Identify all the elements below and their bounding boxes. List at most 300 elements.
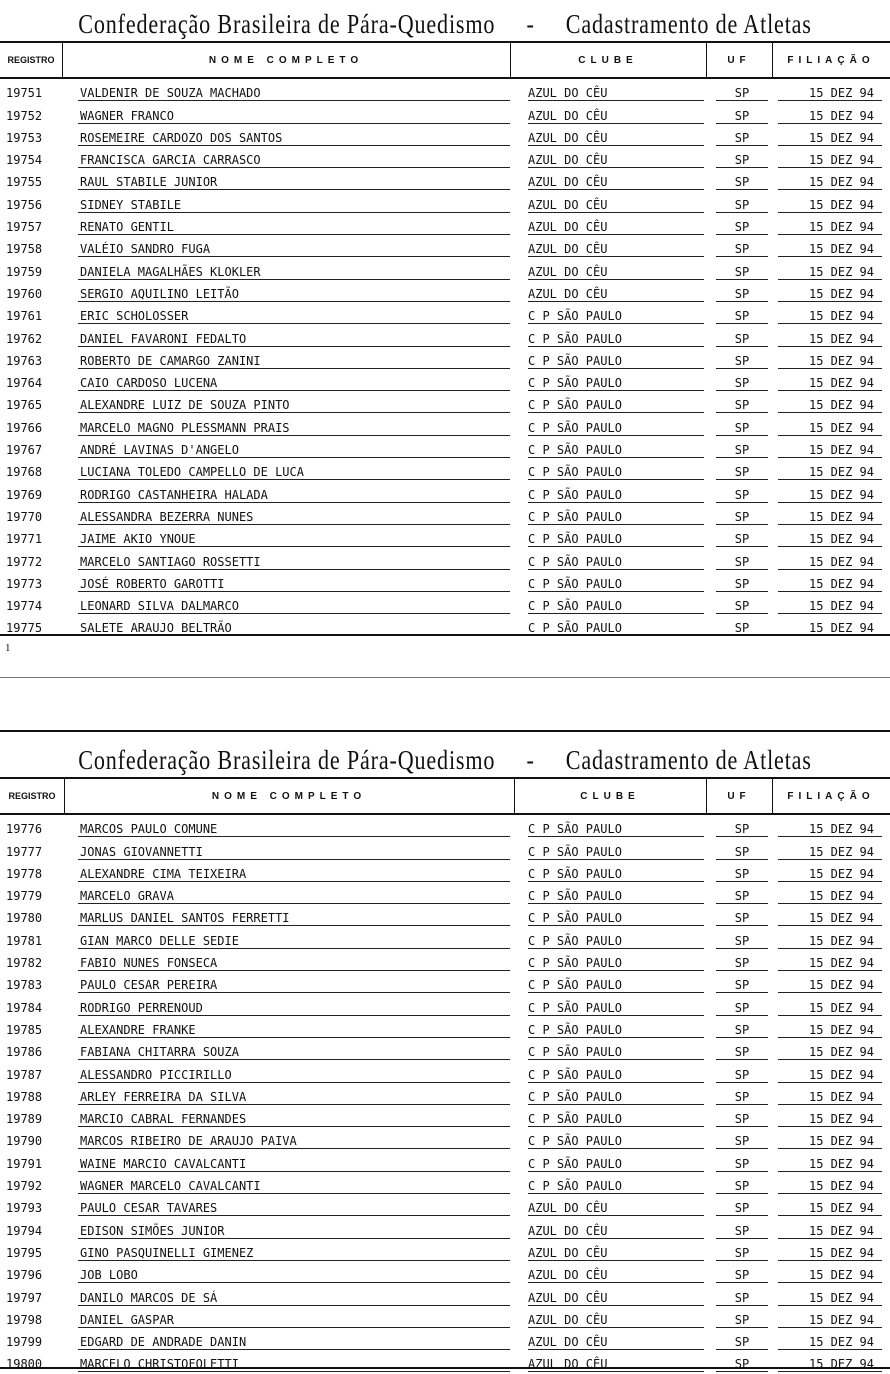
- cell-clube: AZUL DO CÊU: [528, 1201, 704, 1216]
- cell-filiacao: 15 DEZ 94: [778, 1157, 882, 1172]
- cell-clube: C P SÃO PAULO: [528, 510, 704, 525]
- cell-registro: 19783: [6, 978, 43, 993]
- table-row: [0, 1150, 890, 1172]
- cell-uf: SP: [716, 421, 768, 436]
- header-clube: CLUBE: [580, 790, 640, 802]
- cell-registro: 19798: [6, 1312, 43, 1327]
- cell-filiacao: 15 DEZ 94: [778, 555, 882, 570]
- cell-registro: 19791: [6, 1156, 43, 1171]
- table-row: [0, 571, 890, 593]
- cell-registro: 19772: [6, 554, 43, 569]
- cell-nome: WAGNER MARCELO CAVALCANTI: [78, 1179, 510, 1194]
- table-row: [0, 1084, 890, 1106]
- cell-filiacao: 15 DEZ 94: [778, 978, 882, 993]
- cell-uf: SP: [716, 354, 768, 369]
- cell-registro: 19769: [6, 487, 43, 502]
- cell-clube: C P SÃO PAULO: [528, 532, 704, 547]
- cell-nome: RODRIGO CASTANHEIRA HALADA: [78, 488, 510, 503]
- cell-registro: 19781: [6, 933, 43, 948]
- cell-uf: SP: [716, 1045, 768, 1060]
- cell-filiacao: 15 DEZ 94: [778, 599, 882, 614]
- cell-registro: 19752: [6, 108, 43, 123]
- table-row: [0, 593, 890, 615]
- table-row: [0, 1195, 890, 1217]
- cell-clube: AZUL DO CÊU: [528, 1313, 704, 1328]
- table-row: [0, 526, 890, 548]
- cell-clube: C P SÃO PAULO: [528, 354, 704, 369]
- cell-nome: LUCIANA TOLEDO CAMPELLO DE LUCA: [78, 465, 510, 480]
- cell-filiacao: 15 DEZ 94: [778, 510, 882, 525]
- cell-registro: 19782: [6, 956, 43, 971]
- cell-uf: SP: [716, 934, 768, 949]
- table-row: [0, 927, 890, 949]
- cell-clube: AZUL DO CÊU: [528, 1357, 704, 1372]
- cell-filiacao: 15 DEZ 94: [778, 198, 882, 213]
- cell-filiacao: 15 DEZ 94: [778, 532, 882, 547]
- cell-uf: SP: [716, 443, 768, 458]
- cell-clube: AZUL DO CÊU: [528, 175, 704, 190]
- table-row: [0, 392, 890, 414]
- cell-uf: SP: [716, 1090, 768, 1105]
- cell-nome: ARLEY FERREIRA DA SILVA: [78, 1090, 510, 1105]
- cell-nome: JOB LOBO: [78, 1268, 510, 1283]
- cell-uf: SP: [716, 889, 768, 904]
- cell-registro: 19787: [6, 1067, 43, 1082]
- cell-registro: 19795: [6, 1245, 43, 1260]
- header-nome: NOME COMPLETO: [211, 790, 367, 802]
- cell-uf: SP: [716, 242, 768, 257]
- athlete-table-1: [0, 80, 890, 637]
- cell-uf: SP: [716, 1246, 768, 1261]
- cell-clube: AZUL DO CÊU: [528, 265, 704, 280]
- cell-nome: MARCELO MAGNO PLESSMANN PRAIS: [78, 421, 510, 436]
- cell-uf: SP: [716, 1357, 768, 1372]
- cell-registro: 19758: [6, 242, 43, 257]
- cell-registro: 19796: [6, 1268, 43, 1283]
- cell-registro: 19788: [6, 1089, 43, 1104]
- table-row: [0, 1106, 890, 1128]
- cell-nome: VALDENIR DE SOUZA MACHADO: [78, 86, 510, 101]
- cell-filiacao: 15 DEZ 94: [778, 1112, 882, 1127]
- document-title: [80, 740, 810, 780]
- cell-uf: SP: [716, 332, 768, 347]
- cell-clube: AZUL DO CÊU: [528, 1246, 704, 1261]
- table-row: [0, 504, 890, 526]
- header-filiacao: FILIAÇÃO: [787, 54, 875, 66]
- cell-uf: SP: [716, 376, 768, 391]
- cell-filiacao: 15 DEZ 94: [778, 1291, 882, 1306]
- cell-filiacao: 15 DEZ 94: [778, 845, 882, 860]
- cell-uf: SP: [716, 153, 768, 168]
- cell-uf: SP: [716, 1023, 768, 1038]
- table-header: [0, 41, 890, 79]
- table-row: [0, 348, 890, 370]
- cell-nome: FABIO NUNES FONSECA: [78, 956, 510, 971]
- cell-registro: 19799: [6, 1335, 43, 1350]
- table-row: [0, 816, 890, 838]
- cell-filiacao: 15 DEZ 94: [778, 934, 882, 949]
- table-row: [0, 169, 890, 191]
- cell-registro: 19756: [6, 197, 43, 212]
- cell-filiacao: 15 DEZ 94: [778, 398, 882, 413]
- cell-registro: 19792: [6, 1179, 43, 1194]
- cell-nome: ALESSANDRO PICCIRILLO: [78, 1068, 510, 1083]
- header-filiacao: FILIAÇÃO: [787, 790, 875, 802]
- cell-nome: SIDNEY STABILE: [78, 198, 510, 213]
- cell-uf: SP: [716, 109, 768, 124]
- cell-uf: SP: [716, 822, 768, 837]
- header-clube: CLUBE: [578, 54, 638, 66]
- cell-clube: C P SÃO PAULO: [528, 398, 704, 413]
- table-row: [0, 80, 890, 102]
- cell-clube: C P SÃO PAULO: [528, 577, 704, 592]
- cell-registro: 19766: [6, 420, 43, 435]
- table-header: [0, 777, 890, 815]
- cell-uf: SP: [716, 845, 768, 860]
- registry-section-1: [0, 0, 890, 650]
- title-dash: -: [526, 744, 535, 775]
- cell-filiacao: 15 DEZ 94: [778, 1045, 882, 1060]
- cell-registro: 19793: [6, 1201, 43, 1216]
- cell-clube: C P SÃO PAULO: [528, 443, 704, 458]
- cell-uf: SP: [716, 577, 768, 592]
- cell-nome: WAGNER FRANCO: [78, 109, 510, 124]
- cell-filiacao: 15 DEZ 94: [778, 332, 882, 347]
- cell-registro: 19763: [6, 353, 43, 368]
- cell-clube: C P SÃO PAULO: [528, 599, 704, 614]
- cell-filiacao: 15 DEZ 94: [778, 867, 882, 882]
- cell-nome: GIAN MARCO DELLE SEDIE: [78, 934, 510, 949]
- cell-nome: MARCELO GRAVA: [78, 889, 510, 904]
- cell-uf: SP: [716, 1068, 768, 1083]
- header-uf: UF: [727, 54, 751, 66]
- cell-uf: SP: [716, 978, 768, 993]
- cell-clube: C P SÃO PAULO: [528, 555, 704, 570]
- cell-filiacao: 15 DEZ 94: [778, 443, 882, 458]
- table-row: [0, 1128, 890, 1150]
- cell-clube: C P SÃO PAULO: [528, 376, 704, 391]
- cell-registro: 19777: [6, 844, 43, 859]
- cell-uf: SP: [716, 1179, 768, 1194]
- cell-nome: MARCOS RIBEIRO DE ARAUJO PAIVA: [78, 1134, 510, 1149]
- cell-uf: SP: [716, 287, 768, 302]
- cell-uf: SP: [716, 220, 768, 235]
- cell-uf: SP: [716, 1157, 768, 1172]
- cell-clube: C P SÃO PAULO: [528, 309, 704, 324]
- table-row: [0, 994, 890, 1016]
- cell-nome: ROBERTO DE CAMARGO ZANINI: [78, 354, 510, 369]
- cell-clube: C P SÃO PAULO: [528, 1023, 704, 1038]
- cell-uf: SP: [716, 488, 768, 503]
- page-separator: [0, 677, 890, 678]
- cell-registro: 19754: [6, 153, 43, 168]
- cell-clube: C P SÃO PAULO: [528, 1112, 704, 1127]
- cell-clube: C P SÃO PAULO: [528, 332, 704, 347]
- table-row: [0, 325, 890, 347]
- cell-filiacao: 15 DEZ 94: [778, 1201, 882, 1216]
- cell-clube: AZUL DO CÊU: [528, 86, 704, 101]
- title-org: Confederação Brasileira de Pára-Quedismo: [78, 744, 496, 775]
- table-row: [0, 125, 890, 147]
- cell-registro: 19775: [6, 621, 43, 636]
- cell-nome: DANILO MARCOS DE SÁ: [78, 1291, 510, 1306]
- cell-clube: C P SÃO PAULO: [528, 867, 704, 882]
- cell-clube: C P SÃO PAULO: [528, 845, 704, 860]
- title-dash: -: [526, 8, 535, 39]
- table-row: [0, 102, 890, 124]
- cell-registro: 19789: [6, 1112, 43, 1127]
- registry-section-2: [0, 730, 890, 1374]
- cell-uf: SP: [716, 532, 768, 547]
- table-row: [0, 1351, 890, 1373]
- cell-nome: WAINE MARCIO CAVALCANTI: [78, 1157, 510, 1172]
- cell-uf: SP: [716, 198, 768, 213]
- cell-nome: MARLUS DANIEL SANTOS FERRETTI: [78, 911, 510, 926]
- cell-filiacao: 15 DEZ 94: [778, 131, 882, 146]
- cell-registro: 19794: [6, 1223, 43, 1238]
- cell-nome: EDISON SIMÕES JUNIOR: [78, 1224, 510, 1239]
- title-doc: Cadastramento de Atletas: [565, 744, 812, 775]
- cell-nome: DANIEL FAVARONI FEDALTO: [78, 332, 510, 347]
- table-row: [0, 459, 890, 481]
- cell-clube: C P SÃO PAULO: [528, 1134, 704, 1149]
- cell-uf: SP: [716, 555, 768, 570]
- cell-nome: PAULO CESAR PEREIRA: [78, 978, 510, 993]
- cell-registro: 19779: [6, 889, 43, 904]
- cell-uf: SP: [716, 867, 768, 882]
- cell-registro: 19767: [6, 443, 43, 458]
- cell-filiacao: 15 DEZ 94: [778, 1023, 882, 1038]
- cell-uf: SP: [716, 621, 768, 636]
- cell-filiacao: 15 DEZ 94: [778, 175, 882, 190]
- cell-registro: 19778: [6, 866, 43, 881]
- table-row: [0, 838, 890, 860]
- cell-uf: SP: [716, 175, 768, 190]
- table-row: [0, 281, 890, 303]
- cell-filiacao: 15 DEZ 94: [778, 1068, 882, 1083]
- title-doc: Cadastramento de Atletas: [565, 8, 812, 39]
- title-org: Confederação Brasileira de Pára-Quedismo: [78, 8, 496, 39]
- cell-registro: 19800: [6, 1357, 43, 1372]
- cell-uf: SP: [716, 1313, 768, 1328]
- cell-filiacao: 15 DEZ 94: [778, 488, 882, 503]
- cell-nome: ROSEMEIRE CARDOZO DOS SANTOS: [78, 131, 510, 146]
- cell-clube: AZUL DO CÊU: [528, 198, 704, 213]
- document-title: [80, 4, 810, 44]
- cell-filiacao: 15 DEZ 94: [778, 621, 882, 636]
- table-row: [0, 1017, 890, 1039]
- cell-uf: SP: [716, 465, 768, 480]
- cell-filiacao: 15 DEZ 94: [778, 1179, 882, 1194]
- cell-clube: AZUL DO CÊU: [528, 242, 704, 257]
- cell-clube: C P SÃO PAULO: [528, 822, 704, 837]
- cell-registro: 19751: [6, 86, 43, 101]
- cell-nome: EDGARD DE ANDRADE DANIN: [78, 1335, 510, 1350]
- cell-uf: SP: [716, 86, 768, 101]
- cell-filiacao: 15 DEZ 94: [778, 354, 882, 369]
- cell-registro: 19776: [6, 822, 43, 837]
- cell-nome: MARCELO CHRISTOFOLETTI: [78, 1357, 510, 1372]
- cell-nome: ALEXANDRE FRANKE: [78, 1023, 510, 1038]
- table-row: [0, 370, 890, 392]
- cell-nome: RODRIGO PERRENOUD: [78, 1001, 510, 1016]
- cell-clube: C P SÃO PAULO: [528, 889, 704, 904]
- cell-clube: C P SÃO PAULO: [528, 488, 704, 503]
- cell-nome: MARCOS PAULO COMUNE: [78, 822, 510, 837]
- cell-nome: VALÉIO SANDRO FUGA: [78, 242, 510, 257]
- cell-nome: MARCELO SANTIAGO ROSSETTI: [78, 555, 510, 570]
- cell-filiacao: 15 DEZ 94: [778, 1090, 882, 1105]
- cell-clube: AZUL DO CÊU: [528, 1224, 704, 1239]
- cell-clube: AZUL DO CÊU: [528, 220, 704, 235]
- header-uf: UF: [727, 790, 751, 802]
- cell-registro: 19790: [6, 1134, 43, 1149]
- table-row: [0, 950, 890, 972]
- table-row: [0, 1307, 890, 1329]
- cell-clube: C P SÃO PAULO: [528, 978, 704, 993]
- cell-registro: 19770: [6, 509, 43, 524]
- header-registro: REGISTRO: [7, 55, 55, 65]
- cell-filiacao: 15 DEZ 94: [778, 577, 882, 592]
- cell-clube: C P SÃO PAULO: [528, 1157, 704, 1172]
- cell-uf: SP: [716, 1201, 768, 1216]
- cell-nome: RAUL STABILE JUNIOR: [78, 175, 510, 190]
- cell-clube: AZUL DO CÊU: [528, 287, 704, 302]
- cell-registro: 19773: [6, 576, 43, 591]
- cell-nome: ALESSANDRA BEZERRA NUNES: [78, 510, 510, 525]
- cell-filiacao: 15 DEZ 94: [778, 421, 882, 436]
- table-row: [0, 1061, 890, 1083]
- page-number: 1: [5, 642, 11, 654]
- table-row: [0, 437, 890, 459]
- cell-filiacao: 15 DEZ 94: [778, 1268, 882, 1283]
- cell-filiacao: 15 DEZ 94: [778, 1313, 882, 1328]
- table-row: [0, 147, 890, 169]
- table-row: [0, 1173, 890, 1195]
- header-registro: REGISTRO: [8, 791, 56, 801]
- cell-registro: 19755: [6, 175, 43, 190]
- cell-nome: DANIELA MAGALHÃES KLOKLER: [78, 265, 510, 280]
- table-row: [0, 236, 890, 258]
- cell-registro: 19780: [6, 911, 43, 926]
- cell-filiacao: 15 DEZ 94: [778, 1357, 882, 1372]
- cell-uf: SP: [716, 911, 768, 926]
- table-row: [0, 1240, 890, 1262]
- cell-filiacao: 15 DEZ 94: [778, 220, 882, 235]
- cell-clube: C P SÃO PAULO: [528, 1001, 704, 1016]
- cell-filiacao: 15 DEZ 94: [778, 889, 882, 904]
- cell-filiacao: 15 DEZ 94: [778, 1001, 882, 1016]
- cell-registro: 19797: [6, 1290, 43, 1305]
- cell-clube: AZUL DO CÊU: [528, 1335, 704, 1350]
- cell-registro: 19757: [6, 220, 43, 235]
- cell-nome: CAIO CARDOSO LUCENA: [78, 376, 510, 391]
- cell-uf: SP: [716, 1134, 768, 1149]
- cell-registro: 19753: [6, 130, 43, 145]
- cell-filiacao: 15 DEZ 94: [778, 1335, 882, 1350]
- cell-nome: FRANCISCA GARCIA CARRASCO: [78, 153, 510, 168]
- cell-nome: LEONARD SILVA DALMARCO: [78, 599, 510, 614]
- cell-uf: SP: [716, 1224, 768, 1239]
- cell-filiacao: 15 DEZ 94: [778, 465, 882, 480]
- cell-registro: 19784: [6, 1000, 43, 1015]
- cell-filiacao: 15 DEZ 94: [778, 1224, 882, 1239]
- cell-filiacao: 15 DEZ 94: [778, 287, 882, 302]
- cell-clube: C P SÃO PAULO: [528, 621, 704, 636]
- cell-uf: SP: [716, 1335, 768, 1350]
- cell-uf: SP: [716, 510, 768, 525]
- cell-registro: 19760: [6, 286, 43, 301]
- cell-clube: C P SÃO PAULO: [528, 1068, 704, 1083]
- cell-uf: SP: [716, 1291, 768, 1306]
- table-row: [0, 191, 890, 213]
- cell-registro: 19774: [6, 599, 43, 614]
- table-row: [0, 905, 890, 927]
- cell-nome: JOSÉ ROBERTO GAROTTI: [78, 577, 510, 592]
- cell-nome: SALETE ARAUJO BELTRÃO: [78, 621, 510, 636]
- table-row: [0, 303, 890, 325]
- cell-nome: RENATO GENTIL: [78, 220, 510, 235]
- cell-uf: SP: [716, 599, 768, 614]
- cell-clube: AZUL DO CÊU: [528, 1291, 704, 1306]
- cell-clube: AZUL DO CÊU: [528, 131, 704, 146]
- cell-nome: MARCIO CABRAL FERNANDES: [78, 1112, 510, 1127]
- cell-uf: SP: [716, 131, 768, 146]
- cell-filiacao: 15 DEZ 94: [778, 265, 882, 280]
- cell-clube: C P SÃO PAULO: [528, 1090, 704, 1105]
- cell-registro: 19759: [6, 264, 43, 279]
- cell-clube: C P SÃO PAULO: [528, 956, 704, 971]
- cell-nome: ERIC SCHOLOSSER: [78, 309, 510, 324]
- cell-registro: 19785: [6, 1022, 43, 1037]
- cell-uf: SP: [716, 398, 768, 413]
- cell-filiacao: 15 DEZ 94: [778, 86, 882, 101]
- table-row: [0, 1217, 890, 1239]
- athlete-table-2: [0, 816, 890, 1373]
- cell-filiacao: 15 DEZ 94: [778, 309, 882, 324]
- cell-nome: ALEXANDRE LUIZ DE SOUZA PINTO: [78, 398, 510, 413]
- cell-uf: SP: [716, 956, 768, 971]
- cell-nome: SERGIO AQUILINO LEITÃO: [78, 287, 510, 302]
- table-row: [0, 214, 890, 236]
- cell-uf: SP: [716, 1112, 768, 1127]
- cell-filiacao: 15 DEZ 94: [778, 242, 882, 257]
- cell-uf: SP: [716, 265, 768, 280]
- cell-nome: ANDRÉ LAVINAS D'ANGELO: [78, 443, 510, 458]
- table-row: [0, 1329, 890, 1351]
- table-row: [0, 1039, 890, 1061]
- cell-filiacao: 15 DEZ 94: [778, 153, 882, 168]
- cell-nome: GINO PASQUINELLI GIMENEZ: [78, 1246, 510, 1261]
- cell-clube: C P SÃO PAULO: [528, 934, 704, 949]
- table-row: [0, 861, 890, 883]
- table-row: [0, 258, 890, 280]
- cell-registro: 19764: [6, 376, 43, 391]
- table-row: [0, 1284, 890, 1306]
- cell-filiacao: 15 DEZ 94: [778, 822, 882, 837]
- cell-filiacao: 15 DEZ 94: [778, 376, 882, 391]
- table-row: [0, 548, 890, 570]
- table-row: [0, 972, 890, 994]
- cell-uf: SP: [716, 309, 768, 324]
- cell-nome: ALEXANDRE CIMA TEIXEIRA: [78, 867, 510, 882]
- cell-registro: 19762: [6, 331, 43, 346]
- cell-registro: 19786: [6, 1045, 43, 1060]
- cell-clube: AZUL DO CÊU: [528, 153, 704, 168]
- cell-uf: SP: [716, 1001, 768, 1016]
- cell-nome: DANIEL GASPAR: [78, 1313, 510, 1328]
- cell-clube: C P SÃO PAULO: [528, 911, 704, 926]
